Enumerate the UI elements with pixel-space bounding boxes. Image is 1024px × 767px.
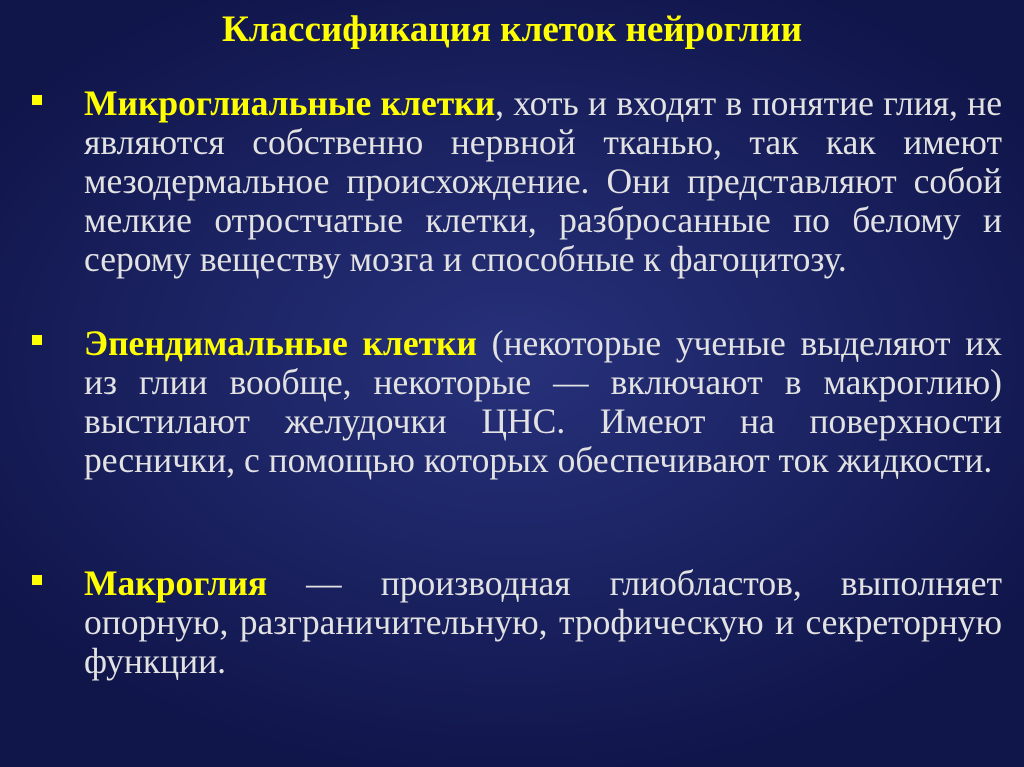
bullet-text: , хоть и входят в понятие глия, не являются собственно нервной тканью, так как имеют мезодермальное происхождение. Они представляют собой мелкие отростчатые клетки, разбросанные по белому и серому веществу мозга и способные к фагоцитозу. — [84, 83, 1003, 279]
slide-title: Классификация клеток нейроглии — [221, 9, 803, 50]
bullet-item-microglia — [84, 84, 1002, 324]
bullet-term: Макроглия — [84, 563, 268, 603]
bullet-term: Микроглиальные клетки — [84, 83, 496, 123]
square-bullet-icon — [32, 335, 42, 345]
square-bullet-icon — [32, 95, 42, 105]
bullet-item-macroglia — [84, 564, 1002, 681]
bullet-text: — производная глиобластов, выполняет опорную, разграничительную, трофическую и секреторную функции. — [84, 563, 1002, 681]
bullet-item-ependymal — [84, 324, 1002, 564]
square-bullet-icon — [32, 575, 42, 585]
bullet-term: Эпендимальные клетки — [84, 323, 477, 363]
bullet-text: (некоторые ученые выделяют их из глии вообще, некоторые — включают в макроглию) выстилают желудочки ЦНС. Имеют на поверхности реснички, с помощью которых обеспечивают ток жидкости. — [84, 323, 1002, 480]
bullet-list — [84, 84, 1002, 681]
